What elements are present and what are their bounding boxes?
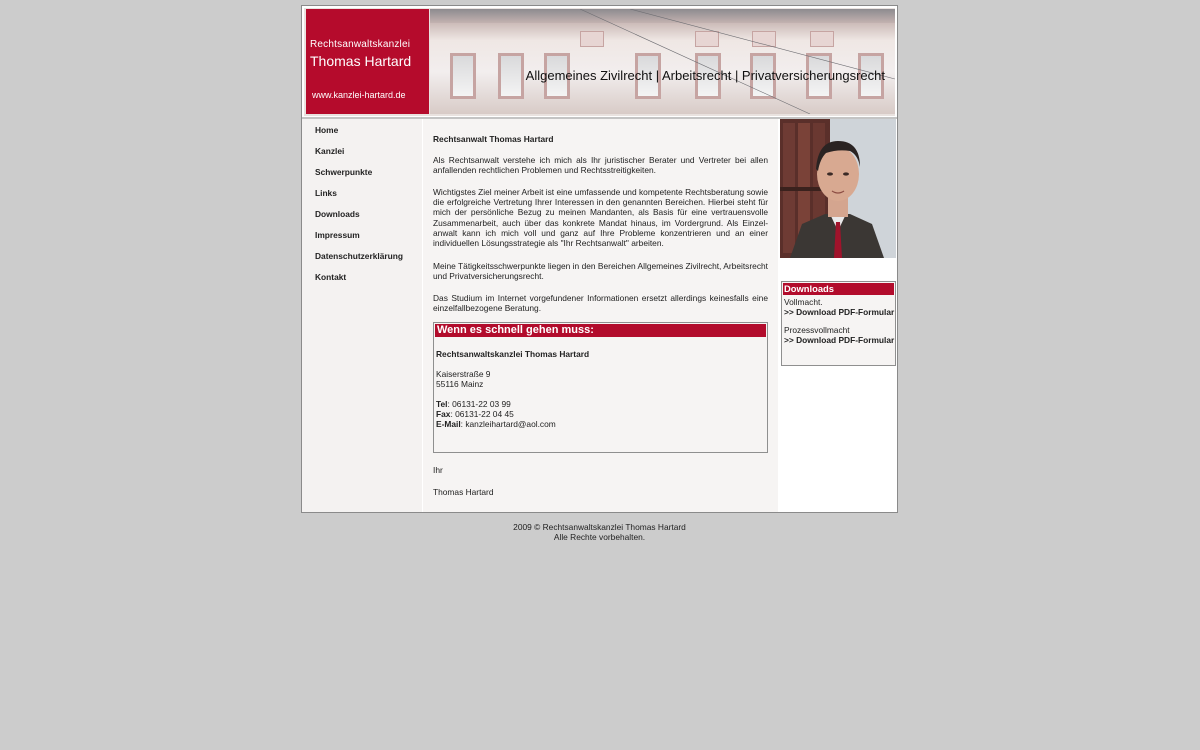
download-pdf-link[interactable]: >> Download PDF-Formular (784, 335, 895, 345)
quick-contact-heading: Wenn es schnell gehen muss: (435, 324, 766, 337)
closing-salutation: Ihr (433, 465, 443, 475)
header-tagline: Allgemeines Zivilrecht | Arbeitsrecht | Privatversicherungsrecht (525, 68, 885, 83)
right-column (779, 119, 897, 512)
downloads-heading: Downloads (783, 283, 894, 295)
logo-url: www.kanzlei-hartard.de (312, 90, 406, 100)
intro-paragraph: Als Rechtsanwalt verstehe ich mich als Ihr juristischer Berater und Vertreter bei allen anfallenden rechtlichen Problemen und Rechtsstreitigkeiten. (433, 155, 768, 176)
focus-paragraph: Meine Tätigkeitsschwerpunkte liegen in den Bereichen Allgemeines Zivilrecht, Arbeitsrecht und Privatversicherungsrecht. (433, 261, 768, 282)
closing-signature: Thomas Hartard (433, 487, 494, 497)
download-pdf-link[interactable]: >> Download PDF-Formular (784, 307, 895, 317)
tel-value: : 06131-22 03 99 (447, 399, 511, 409)
footer (301, 522, 898, 542)
tel-label: Tel (436, 399, 448, 409)
lawyer-portrait (780, 119, 896, 258)
logo-line-2: Thomas Hartard (310, 53, 412, 69)
nav-item-kanzlei[interactable]: Kanzlei (315, 146, 345, 156)
nav-item-impressum[interactable]: Impressum (315, 230, 360, 240)
download-item-name: Vollmacht. (784, 297, 823, 307)
page-title: Rechtsanwalt Thomas Hartard (433, 134, 554, 144)
nav-item-links[interactable]: Links (315, 188, 337, 198)
quick-contact-email (436, 419, 556, 429)
sidebar-nav (302, 119, 422, 512)
quick-contact-fax (436, 409, 514, 419)
email-value[interactable]: : kanzleihartard@aol.com (460, 419, 556, 429)
logo-line-1: Rechtsanwaltskanzlei (310, 39, 411, 50)
downloads-box (781, 281, 896, 366)
portrait-illustration (780, 119, 896, 258)
nav-item-downloads[interactable]: Downloads (315, 209, 360, 219)
quick-contact-street: Kaiserstraße 9 (436, 369, 491, 379)
footer-rights: Alle Rechte vorbehalten. (553, 532, 646, 542)
footer-copyright: 2009 © Rechtsanwaltskanzlei Thomas Hartard (513, 522, 686, 532)
quick-contact-firm: Rechtsanwaltskanzlei Thomas Hartard (436, 349, 590, 359)
fax-value: : 06131-22 04 45 (450, 409, 514, 419)
quick-contact-box (433, 322, 768, 453)
header-banner (304, 8, 895, 116)
quick-contact-tel (436, 399, 511, 409)
email-label: E-Mail (436, 419, 461, 429)
disclaimer-paragraph: Das Studium im Internet vorgefundener Informationen ersetzt allerdings keinesfalls eine einzelfallbezogene Beratung. (433, 293, 768, 314)
nav-item-datenschutz[interactable]: Datenschutzerklärung (315, 251, 403, 261)
overhead-wires (430, 9, 895, 114)
download-item-name: Prozessvollmacht (784, 325, 850, 335)
header-building-photo (430, 9, 895, 114)
fax-label: Fax (436, 409, 451, 419)
page-container (301, 5, 898, 513)
nav-item-schwerpunkte[interactable]: Schwerpunkte (315, 167, 373, 177)
quick-contact-city: 55116 Mainz (436, 379, 484, 389)
main-content (423, 119, 778, 512)
goals-paragraph: Wichtigstes Ziel meiner Arbeit ist eine umfassende und kompetente Rechtsberatung sowie die erfolgreiche Vertretung Ihrer Interessen in den genannten Bereichen. Hierbei steht für mich der persönliche Bezug zu meinen Mandanten, als Basis für eine vertrauensvolle Zusammenarbeit, auch über das konkrete Mandat hinaus, im Vordergrund. Als Einzel-anwalt kann ich mich voll und ganz auf Ihre Probleme konzentrieren und an einer individuellen Lösungsstrategie als "Ihr Rechtsanwalt" arbeiten. (433, 187, 768, 249)
logo[interactable] (306, 9, 429, 114)
nav-item-kontakt[interactable]: Kontakt (315, 272, 347, 282)
nav-item-home[interactable]: Home (315, 125, 339, 135)
